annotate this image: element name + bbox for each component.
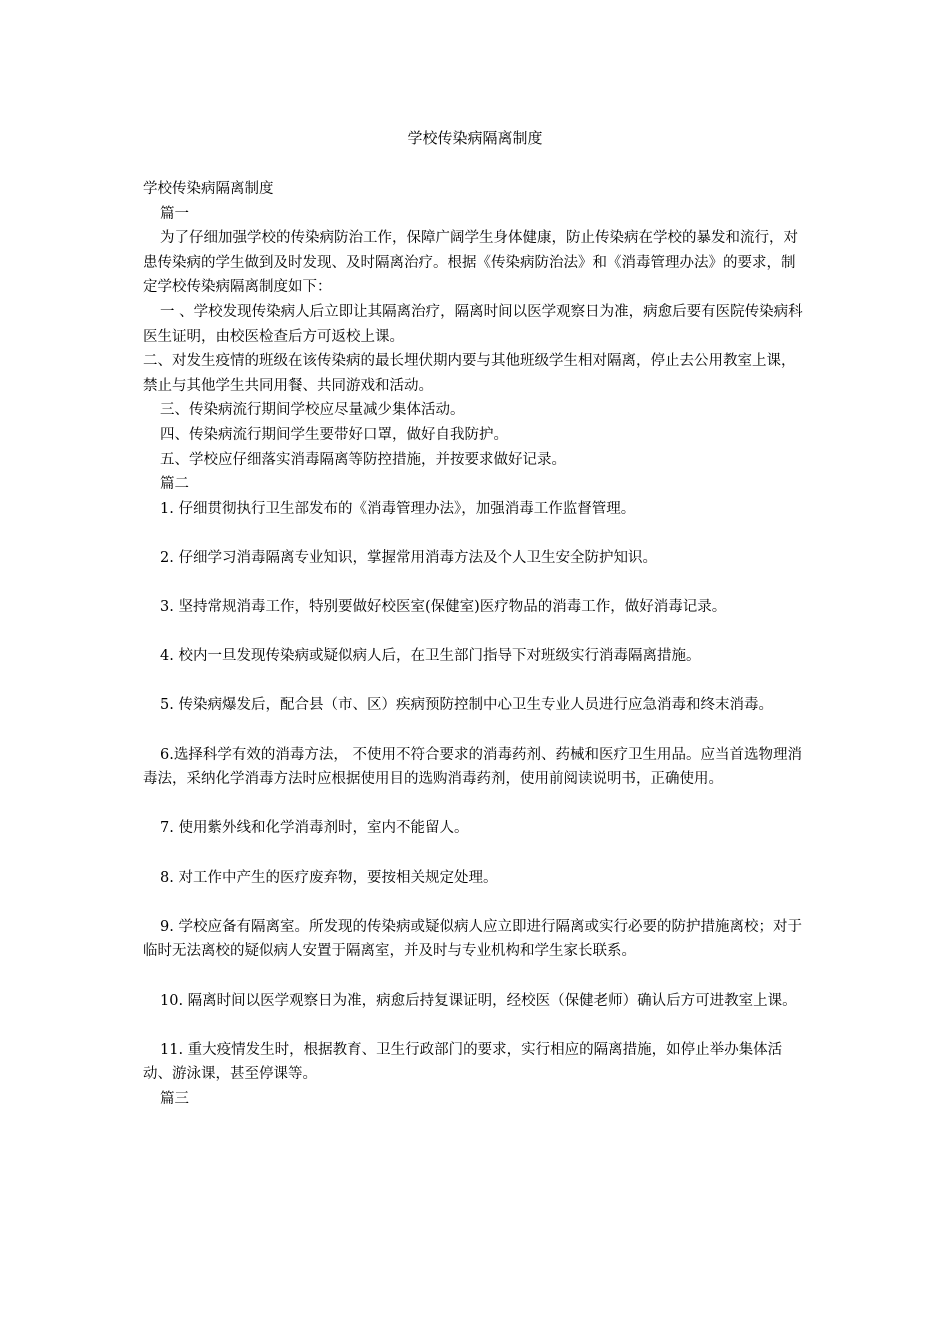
- part-label: 篇二: [160, 476, 189, 493]
- list-item: 10. 隔离时间以医学观察日为准，病愈后持复课证明，经校医（保健老师）确认后方可进教室上课。: [160, 992, 797, 1009]
- part-label: 篇三: [160, 1090, 189, 1107]
- section-heading: 学校传染病隔离制度: [143, 181, 274, 197]
- list-item: 11. 重大疫情发生时，根据教育、卫生行政部门的要求，实行相应的隔离措施，如停止举办集体活动、游泳课，甚至停课等。: [143, 1041, 783, 1083]
- list-item: 5. 传染病爆发后，配合县（市、区）疾病预防控制中心卫生专业人员进行应急消毒和终末消毒。: [160, 697, 773, 714]
- list-item: 1. 仔细贯彻执行卫生部发布的《消毒管理办法》，加强消毒工作监督管理。: [160, 500, 636, 517]
- part-label: 篇一: [160, 205, 189, 222]
- page-title: 学校传染病隔离制度: [407, 129, 543, 147]
- list-item: 8. 对工作中产生的医疗废弃物，要按相关规定处理。: [160, 869, 498, 886]
- list-item: 7. 使用紫外线和化学消毒剂时，室内不能留人。: [160, 820, 469, 837]
- rule-item: 五、学校应仔细落实消毒隔离等防控措施，并按要求做好记录。: [160, 451, 566, 468]
- list-item: 2. 仔细学习消毒隔离专业知识，掌握常用消毒方法及个人卫生安全防护知识。: [160, 549, 657, 566]
- rule-item: 二、对发生疫情的班级在该传染病的最长埋伏期内要与其他班级学生相对隔离，停止去公用教室上课，禁止与其他学生共同用餐、共同游戏和活动。: [143, 353, 796, 394]
- rule-item: 四、传染病流行期间学生要带好口罩，做好自我防护。: [160, 426, 508, 443]
- list-item: 9. 学校应备有隔离室。所发现的传染病或疑似病人应立即进行隔离或实行必要的防护措施离校；对于临时无法离校的疑似病人安置于隔离室，并及时与专业机构和学生家长联系。: [143, 918, 802, 960]
- rule-item: 三、传染病流行期间学校应尽量减少集体活动。: [160, 402, 465, 419]
- list-item: 4. 校内一旦发现传染病或疑似病人后，在卫生部门指导下对班级实行消毒隔离措施。: [160, 648, 701, 665]
- document-body: [143, 177, 809, 1112]
- rule-item: 一 、学校发现传染病人后立即让其隔离治疗，隔离时间以医学观察日为准，病愈后要有医院传染病科医生证明，由校医检查后方可返校上课。: [143, 303, 803, 345]
- list-item: 3. 坚持常规消毒工作，特别要做好校医室(保健室)医疗物品的消毒工作，做好消毒记录。: [160, 599, 727, 616]
- list-item: 6.选择科学有效的消毒方法， 不使用不符合要求的消毒药剂、药械和医疗卫生用品。应当首选物理消毒法，采纳化学消毒方法时应根据使用目的选购消毒药剂，使用前阅读说明书，正确使用。: [143, 746, 802, 788]
- intro-paragraph: 为了仔细加强学校的传染病防治工作，保障广阔学生身体健康，防止传染病在学校的暴发和流行，对患传染病的学生做到及时发现、及时隔离治疗。根据《传染病防治法》和《消毒管理办法》的要求，制定学校传染病隔离制度如下：: [143, 230, 798, 296]
